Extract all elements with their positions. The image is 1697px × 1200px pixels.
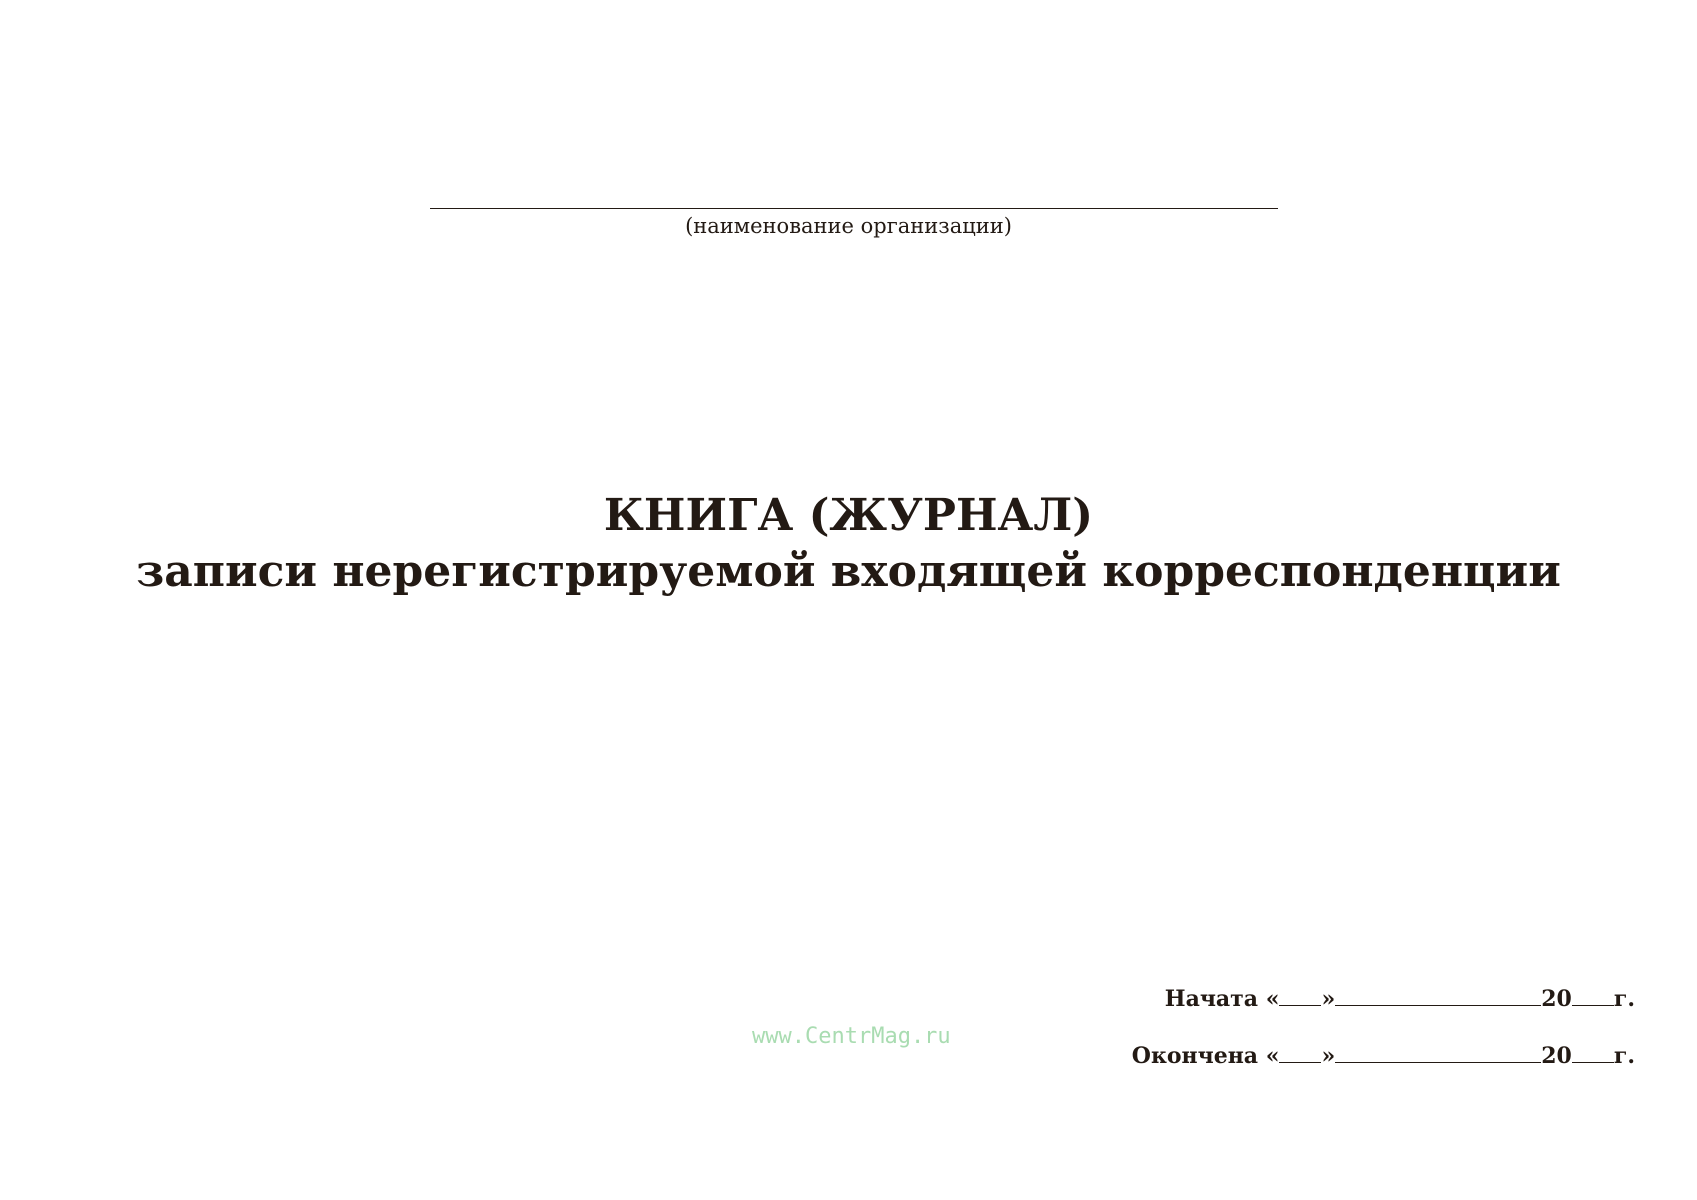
document-title: КНИГА (ЖУРНАЛ) xyxy=(603,490,1094,541)
organization-caption: (наименование организации) xyxy=(685,214,1012,238)
end-year-prefix: 20 xyxy=(1541,1043,1572,1069)
start-date-line xyxy=(1165,986,1635,1012)
end-year-suffix: г. xyxy=(1613,1043,1635,1069)
start-date-label: Начата « xyxy=(1164,986,1280,1012)
document-subtitle: записи нерегистрируемой входящей корреспонденции xyxy=(136,546,1561,597)
start-year-blank xyxy=(1572,987,1614,1006)
end-year-blank xyxy=(1572,1044,1614,1063)
document-title-block xyxy=(0,488,1697,600)
organization-name-line xyxy=(430,208,1278,209)
start-year-suffix: г. xyxy=(1613,986,1635,1012)
end-day-blank xyxy=(1279,1044,1321,1063)
watermark-text: www.CentrMag.ru xyxy=(752,1024,951,1049)
start-day-blank xyxy=(1279,987,1321,1006)
end-quote-close: » xyxy=(1321,1043,1336,1069)
end-month-blank xyxy=(1335,1044,1541,1063)
start-month-blank xyxy=(1335,987,1541,1006)
end-date-label: Окончена « xyxy=(1131,1043,1280,1069)
start-quote-close: » xyxy=(1321,986,1336,1012)
start-year-prefix: 20 xyxy=(1541,986,1572,1012)
end-date-line xyxy=(1132,1043,1635,1069)
